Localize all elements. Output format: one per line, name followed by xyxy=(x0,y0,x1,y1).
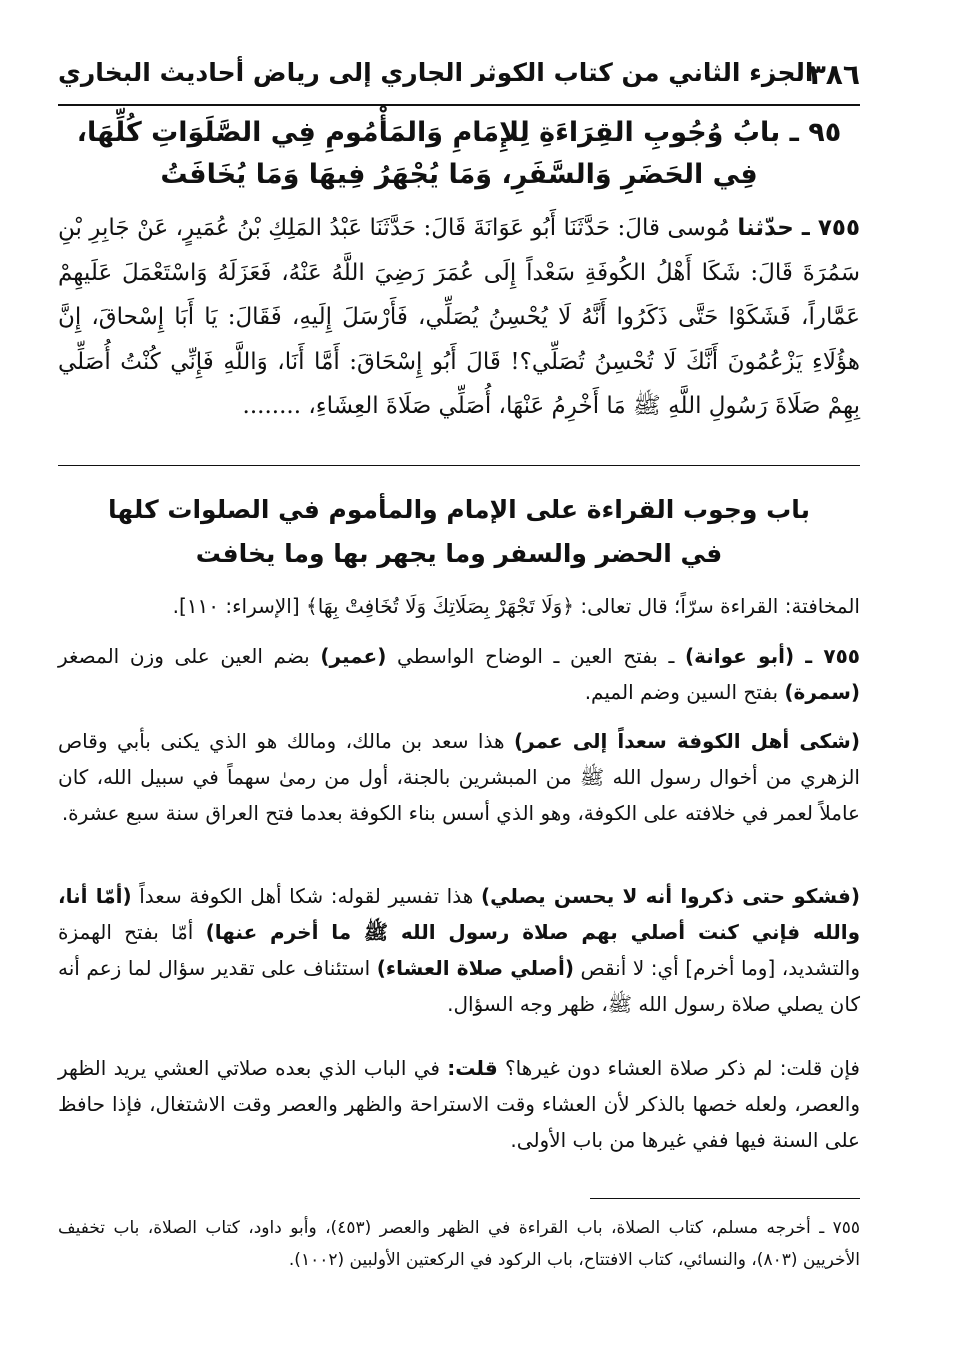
section-divider xyxy=(58,465,860,466)
bold-term: (عمير) xyxy=(320,644,387,668)
bold-term: (شكى أهل الكوفة سعداً إلى عمر) xyxy=(514,729,860,753)
footnote-rule xyxy=(590,1198,860,1199)
bold-term: (أصلي صلاة العشاء) xyxy=(376,956,574,980)
page-header xyxy=(58,54,860,98)
paragraph-text: في الباب الذي بعده صلاتي العشي يريد الظهر والعصر، ولعله خصها بالذكر لأن العشاء وقت الاستراحة والظهر والعصر وقت الاشتغال، فإذا حافظ على السنة فيها ففي غيرها من باب الأولى. xyxy=(58,1056,860,1152)
commentary-heading-line-2: في الحضر والسفر وما يجهر بها وما يخافت xyxy=(195,539,723,568)
header-rule xyxy=(58,104,860,106)
paragraph-text: هذا سعد بن مالك، ومالك هو الذي يكنى بأبي وقاص الزهري من أخوال رسول الله ﷺ من المبشرين بالجنة، أول من رمىٰ سهماً في سبيل الله، كان عاملاً لعمر في خلافته على الكوفة، وهو الذي أسس بناء الكوفة بعدما فتح العراق سنة سبع عشرة. xyxy=(58,729,860,825)
paragraph-text: ـ بفتح العين ـ الوضاح الواسطي xyxy=(386,644,685,668)
paragraph-text: فإن قلت: لم ذكر صلاة العشاء دون غيرها؟ xyxy=(497,1056,860,1080)
book-page xyxy=(58,40,860,1330)
chapter-heading-line-2: فِي الحَضَرِ وَالسَّفَرِ، وَمَا يُجْهَرُ فِيهَا وَمَا يُخَافَتُ xyxy=(160,159,758,190)
commentary-paragraph-2 xyxy=(58,638,860,710)
hadith-body: مُوسى قالَ: حَدَّثَنَا أَبُو عَوَانَةَ قَالَ: حَدَّثَنَا عَبْدُ المَلِكِ بْنُ عُمَيرٍ، عَنْ جَابِرِ بْنِ سَمُرَةَ قَالَ: شَكَا أَهْلُ الكُوفَةِ سَعْداً إِلَى عُمَرَ رَضِيَ اللَّهُ عَنْهُ، فَعَزَلَهُ وَاسْتَعْمَلَ عَلَيهِمْ عَمَّاراً، فَشَكَوْا حَتَّى ذَكَرُوا أَنَّهُ لَا يُحْسِنُ يُصَلِّي، فَأَرْسَلَ إِلَيهِ، فَقَالَ: يَا أَبَا إِسْحاقَ، إِنَّ هؤُلَاءِ يَزْعُمُونَ أَنَّكَ لَا تُحْسِنُ تُصَلِّي؟! قَالَ أَبُو إِسْحَاقَ: أَمَّا أَنَا، وَاللَّهِ فَإِنِّي كُنْتُ أُصَلِّي بِهِمْ صَلَاةَ رَسُولِ اللَّهِ ﷺ مَا أَخْرِمُ عَنْهَا، أُصَلِّي صَلَاةَ العِشَاءِ، ........ xyxy=(58,215,860,419)
paragraph-text: بفتح السين وضم الميم. xyxy=(584,680,785,704)
bold-term: (فشكو حتى ذكروا أنه لا يحسن يصلي) xyxy=(480,884,861,908)
paragraph-text: استئناف على تقدير سؤال لما زعم أنه كان يصلي صلاة رسول الله ﷺ، ظهر وجه السؤال. xyxy=(58,956,860,1016)
chapter-heading-line-1: ٩٥ ـ بابُ وُجُوبِ القِرَاءَةِ لِلإِمَامِ وَالمَأْمُومِ فِي الصَّلَوَاتِ كُلِّهَا، xyxy=(76,117,842,148)
bold-term: ٧٥٥ ـ (أبو عوانة) xyxy=(684,644,860,668)
paragraph-text: أمّا بفتح الهمزة والتشديد، [وما أخرم] أي: لا أنقص xyxy=(58,920,860,980)
commentary-paragraph-4 xyxy=(58,878,860,1022)
hadith-text xyxy=(58,206,860,429)
paragraph-text: هذا تفسير لقوله: شكا أهل الكوفة سعداً xyxy=(131,884,481,908)
footnote xyxy=(58,1212,860,1276)
running-title: الجزء الثاني من كتاب الكوثر الجاري إلى رياض أحاديث البخاري xyxy=(58,58,814,87)
hadith-number: ٧٥٥ ـ حدّثنا xyxy=(737,215,860,241)
commentary-heading-line-1: باب وجوب القراءة على الإمام والمأموم في الصلوات كلها xyxy=(107,495,810,524)
bold-term: (أمّا أنا، والله فإني كنت أصلي بهم صلاة رسول الله ﷺ ما أخرم عنها) xyxy=(58,884,860,944)
paragraph-text: المخافتة: القراءة سرّاً؛ قال تعالى: ﴿وَلَا تَجْهَرْ بِصَلَاتِكَ وَلَا تُخَافِتْ بِهَا﴾ [الإسراء: ١١٠]. xyxy=(172,594,860,618)
bold-term: (سمرة) xyxy=(784,680,860,704)
footnote-text: ٧٥٥ ـ أخرجه مسلم، كتاب الصلاة، باب القراءة في الظهر والعصر (٤٥٣)، وأبو داود، كتاب الصلاة، باب تخفيف الأخريين (٨٠٣)، والنسائي، كتاب الافتتاح، باب الركود في الركعتين الأولبين (١٠٠٢). xyxy=(58,1218,861,1270)
chapter-heading xyxy=(58,112,860,196)
commentary-paragraph-1 xyxy=(58,588,860,624)
commentary-heading xyxy=(58,488,860,576)
page-number: ٣٨٦ xyxy=(808,58,860,91)
commentary-paragraph-3 xyxy=(58,723,860,831)
paragraph-text: بضم العين على وزن المصغر xyxy=(58,644,321,668)
commentary-paragraph-5 xyxy=(58,1050,860,1158)
bold-term: قلت: xyxy=(447,1056,498,1080)
